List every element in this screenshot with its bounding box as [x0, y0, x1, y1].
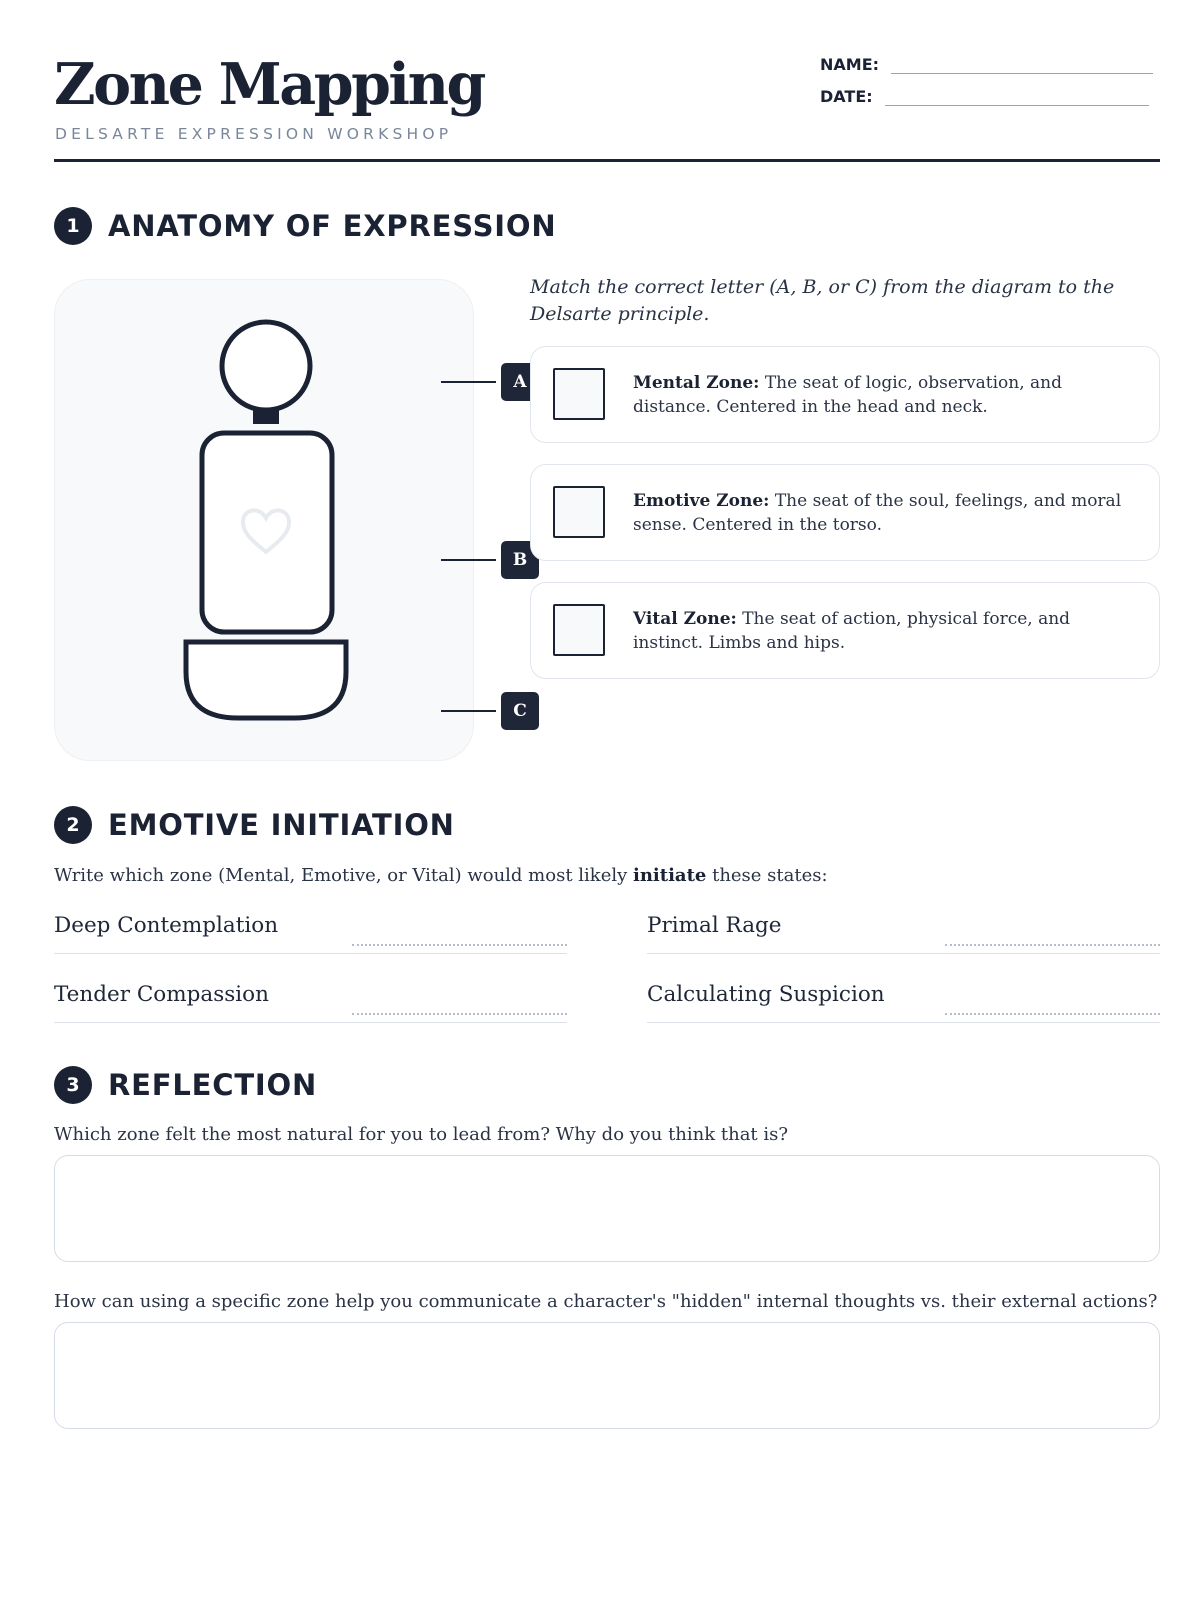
zone-name: Mental Zone: [633, 373, 760, 393]
diagram-tag-b: B [501, 541, 539, 579]
name-label: NAME: [820, 55, 880, 74]
answer-blank[interactable] [352, 1013, 567, 1015]
answer-blank[interactable] [352, 944, 567, 946]
leader-line-c [441, 710, 496, 712]
section-title: ANATOMY OF EXPRESSION [108, 209, 557, 243]
zone-text: The seat of the soul, feelings, and moral sense. Centered in the torso. [633, 491, 1122, 535]
matching-instruction: Match the correct letter (A, B, or C) from the diagram to the Delsarte principle. [530, 276, 1115, 325]
state-label: Primal Rage [647, 913, 782, 938]
page-subtitle: DELSARTE EXPRESSION WORKSHOP [55, 125, 453, 143]
intro-text: these states: [706, 865, 828, 886]
reflection-answer-box-2[interactable] [54, 1322, 1160, 1429]
name-input-line[interactable] [891, 55, 1153, 74]
date-label: DATE: [820, 87, 873, 106]
section-title: REFLECTION [108, 1068, 318, 1102]
section-reflection-heading [54, 1066, 317, 1104]
date-input-line[interactable] [885, 87, 1149, 106]
zone-card-vital [530, 582, 1160, 679]
diagram-tag-c: C [501, 692, 539, 730]
intro-text: Write which zone (Mental, Emotive, or Vital) would most likely [54, 865, 633, 886]
answer-blank[interactable] [945, 944, 1160, 946]
state-row-calculating-suspicion [647, 982, 1160, 1023]
leader-line-b [441, 559, 496, 561]
zone-description [633, 371, 1133, 419]
name-field [820, 55, 1153, 74]
zone-name: Vital Zone: [633, 609, 737, 629]
answer-box-emotive[interactable] [553, 486, 605, 538]
section-title: EMOTIVE INITIATION [108, 808, 455, 842]
leader-line-a [441, 381, 496, 383]
state-row-tender-compassion [54, 982, 567, 1023]
reflection-question-1: Which zone felt the most natural for you to lead from? Why do you think that is? [54, 1124, 789, 1145]
answer-box-mental[interactable] [553, 368, 605, 420]
intro-emphasis: initiate [633, 865, 707, 886]
torso-shape [202, 433, 332, 632]
reflection-question-2: How can using a specific zone help you communicate a character's "hidden" internal thoughts vs. their external actions? [54, 1291, 1158, 1312]
date-field [820, 87, 1149, 106]
head-circle [222, 322, 310, 410]
section-number-badge: 1 [54, 207, 92, 245]
zone-text: The seat of action, physical force, and instinct. Limbs and hips. [633, 609, 1071, 653]
state-label: Deep Contemplation [54, 913, 279, 938]
answer-blank[interactable] [945, 1013, 1160, 1015]
zone-name: Emotive Zone: [633, 491, 770, 511]
state-label: Calculating Suspicion [647, 982, 885, 1007]
page-title: Zone Mapping [54, 51, 484, 118]
state-row-primal-rage [647, 913, 1160, 954]
zone-card-emotive [530, 464, 1160, 561]
state-label: Tender Compassion [54, 982, 269, 1007]
section-number-badge: 2 [54, 806, 92, 844]
emotive-instruction [54, 865, 828, 886]
section-number-badge: 3 [54, 1066, 92, 1104]
section-emotive-heading [54, 806, 455, 844]
zone-description [633, 489, 1133, 537]
diagram-tag-a: A [501, 363, 539, 401]
body-figure-diagram [54, 0, 474, 760]
neck-block [253, 410, 279, 424]
hips-shape [186, 642, 346, 718]
answer-box-vital[interactable] [553, 604, 605, 656]
state-row-deep-contemplation [54, 913, 567, 954]
zone-text: The seat of logic, observation, and distance. Centered in the head and neck. [633, 373, 1062, 417]
reflection-answer-box-1[interactable] [54, 1155, 1160, 1262]
zone-card-mental [530, 346, 1160, 443]
zone-description [633, 607, 1133, 655]
worksheet-page [54, 0, 1160, 1600]
